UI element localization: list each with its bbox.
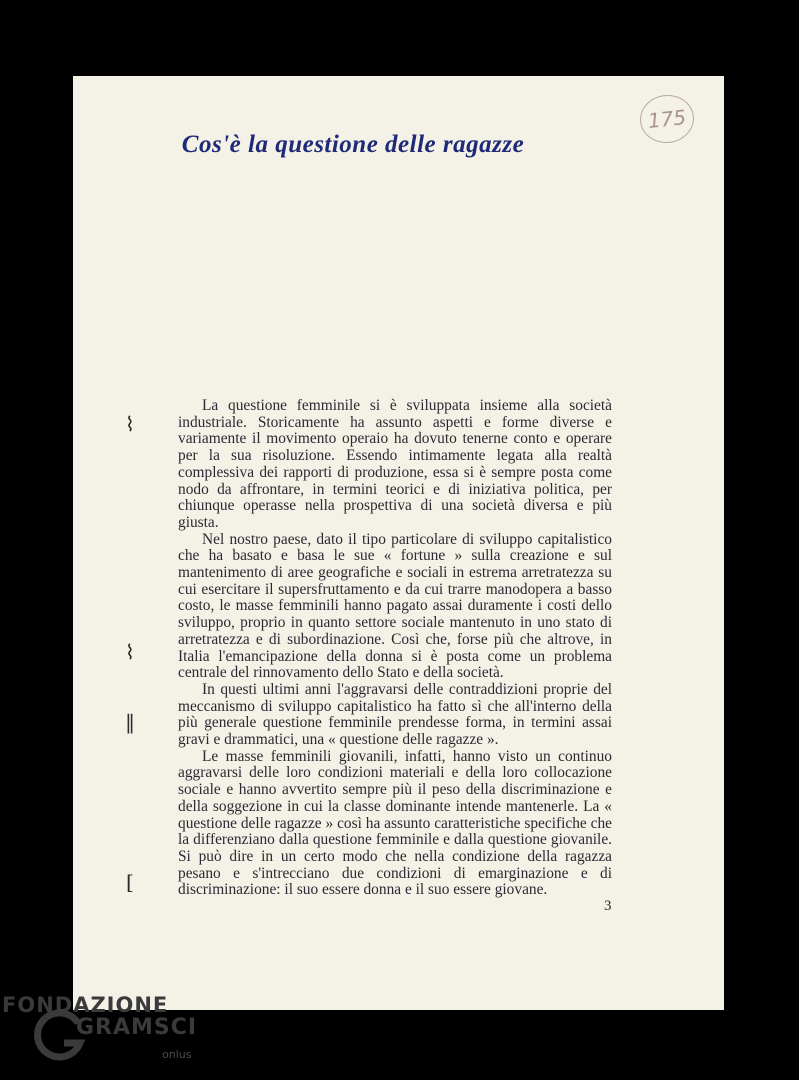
logo-subtitle: onlus — [162, 1048, 192, 1061]
margin-mark-3: ‖ — [125, 710, 135, 734]
fondazione-gramsci-logo — [2, 993, 202, 1073]
paragraph-4: Le masse femminili giovanili, infatti, hanno visto un continuo aggravarsi delle loro condizioni materiali e della loro collocazione sociale e hanno avvertito sempre più il peso della discriminazione e della soggezione in cui la classe dominante intende mantenerle. La « questione delle ragazze » così ha assunto caratteristiche specifiche che la differenziano dalla questione femminile e dalla questione giovanile. Si può dire in un certo modo che nella condizione della ragazza pesano e s'intrecciano due condizioni di emarginazione e di discriminazione: il suo essere donna e il suo essere giovane. — [178, 747, 612, 899]
paragraph-2: Nel nostro paese, dato il tipo particolare di sviluppo capitalistico che ha basato e basa le sue « fortune » sulla creazione e sul mantenimento di aree geografiche e sociali in estrema arretratezza su cui esercitare il supersfruttamento e da cui trarre manodopera a basso costo, le masse femminili hanno pagato assai duramente i costi dello sviluppo, proprio in quanto settore sociale mantenuto in uno stato di arretratezza e di subordinazione. Così che, forse più che altrove, in Italia l'emancipazione della donna si è posta come un problema centrale del rinnovamento dello Stato e della società. — [178, 530, 612, 682]
archive-page-stamp: 175 — [638, 92, 697, 145]
paragraph-3: In questi ultimi anni l'aggravarsi delle contraddizioni proprie del meccanismo di sviluppo capitalistico ha fatto sì che all'interno della più generale questione femminile prendesse forma, in termini assai gravi e drammatici, una « questione delle ragazze ». — [178, 680, 612, 749]
margin-mark-1: ⌇ — [125, 412, 135, 436]
document-body — [178, 398, 612, 899]
document-title: Cos'è la questione delle ragazze — [181, 131, 525, 158]
folio-number: 3 — [604, 898, 612, 914]
margin-mark-4: [ — [126, 870, 134, 894]
logo-text-line1: FONDAZIONE — [2, 993, 169, 1017]
paragraph-1: La questione femminile si è sviluppata insieme alla società industriale. Storicamente ha assunto aspetti e forme diverse e variamente il movimento operaio ha dovuto tenerne conto e operare per la sua risoluzione. Essendo intimamente legata alla realtà complessiva dei rapporti di produzione, essa si è sempre posta come nodo da affrontare, in termini teorici e di iniziativa politica, per chiunque operasse nella prospettiva di una società diversa e più giusta. — [178, 397, 612, 531]
logo-text-line2: GRAMSCI — [76, 1015, 198, 1040]
margin-mark-2: ⌇ — [125, 640, 135, 664]
